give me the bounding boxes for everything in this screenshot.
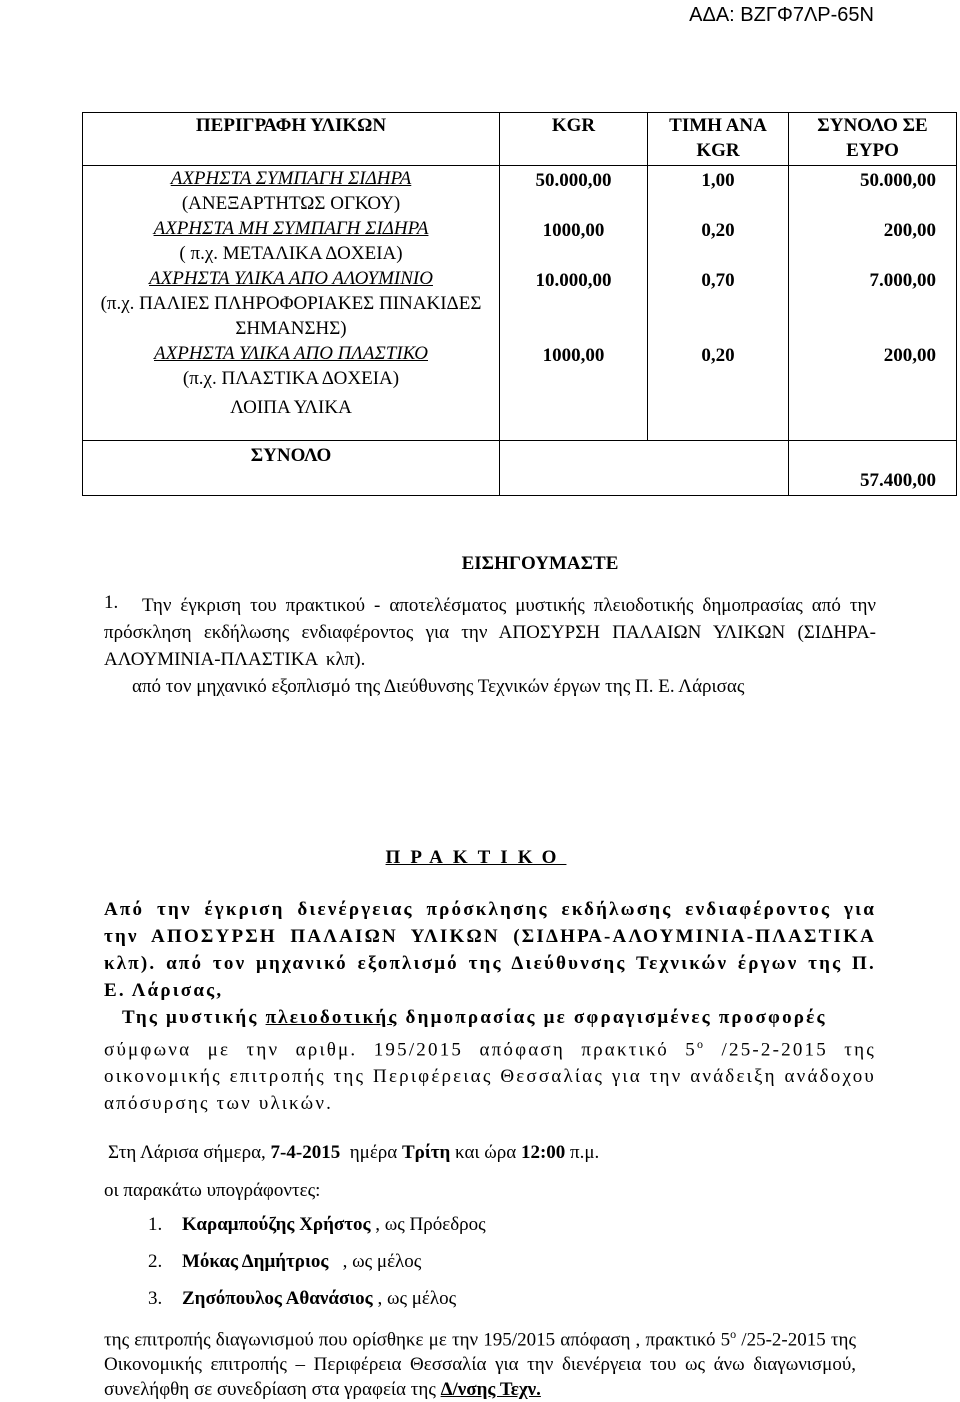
meeting-date-line: Στη Λάρισα σήμερα, 7-4-2015 ημέρα Τρίτη και ώρα 12:00 π.μ. bbox=[108, 1142, 600, 1163]
row-3-title: ΑΧΡΗΣΤΑ ΥΛΙΚΑ ΑΠΟ ΑΛΟΥΜΙΝΙΟ bbox=[149, 268, 433, 289]
row-2-title: ΑΧΡΗΣΤΑ ΜΗ ΣΥΜΠΑΓΗ ΣΙΔΗΡΑ bbox=[153, 218, 429, 239]
col-description-header: ΠΕΡΙΓΡΑΦΗ ΥΛΙΚΩΝ bbox=[195, 115, 387, 136]
row-4-note: (π.χ. ΠΛΑΣΤΙΚΑ ΔΟΧΕΙΑ) bbox=[182, 368, 400, 389]
materials-table bbox=[82, 112, 957, 496]
praktiko-title: ΠΡΑΚΤΙΚΟ bbox=[385, 847, 567, 868]
row-2-note: ( π.χ. ΜΕΤΑΛΙΚΑ ΔΟΧΕΙΑ) bbox=[179, 243, 403, 264]
row-1-note: (ΑΝΕΞΑΡΤΗΤΩΣ ΟΓΚΟΥ) bbox=[181, 193, 401, 214]
signer-1: 1. Καραμπούζης Χρήστος , ως Πρόεδρος bbox=[148, 1214, 486, 1235]
table-header-row bbox=[83, 113, 957, 166]
signers-intro: οι παρακάτω υπογράφοντες: bbox=[104, 1180, 321, 1201]
signer-3: 3. Ζησόπουλος Αθανάσιος , ως μέλος bbox=[148, 1288, 457, 1309]
col-price-header: ΤΙΜΗ ΑΝΑ KGR bbox=[669, 115, 767, 161]
recommend-heading: ΕΙΣΗΓΟΥΜΑΣΤΕ bbox=[461, 553, 619, 574]
row-4-title: ΑΧΡΗΣΤΑ ΥΛΙΚΑ ΑΠΟ ΠΛΑΣΤΙΚΟ bbox=[154, 343, 428, 364]
row-4-price: 0,20 bbox=[701, 345, 735, 366]
signer-2: 2. Μόκας Δημήτριος , ως μέλος bbox=[148, 1251, 422, 1272]
col-kgr-header: KGR bbox=[551, 115, 596, 136]
col-total-header: ΣΥΝΟΛΟ ΣΕ ΕΥΡΟ bbox=[817, 115, 928, 161]
row-3-total: 7.000,00 bbox=[869, 270, 936, 291]
praktiko-bold-text: Από την έγκριση διενέργειας πρόσκλησης εκδήλωσης ενδιαφέροντος για την ΑΠΟΣΥΡΣΗ ΠΑΛΑΙΩΝ ΥΛΙΚΩΝ (ΣΙΔΗΡΑ-ΑΛΟΥΜΙΝΙΑ-ΠΛΑΣΤΙΚΑ κλπ). από τον μηχανικό εξοπλισμό της Διεύθυνσης Τεχνικών έργων της Π. Ε. Λάρισας, bbox=[104, 899, 876, 1001]
praktiko-decision-text: σύμφωνα με την αριθμ. 195/2015 απόφαση πρακτικό $5^o$ /25-2-2015 της οικονομικής επιτροπής της Περιφέρειας Θεσσαλίας για την ανάδειξη ανάδοχου απόσυρσης των υλικών. bbox=[104, 1037, 876, 1115]
row-3-kgr: 10.000,00 bbox=[535, 270, 612, 291]
row-2-total: 200,00 bbox=[883, 220, 936, 241]
row-4-total: 200,00 bbox=[883, 345, 936, 366]
row-1-price: 1,00 bbox=[701, 170, 735, 191]
row-2-kgr: 1000,00 bbox=[542, 220, 605, 241]
row-1-total: 50.000,00 bbox=[860, 170, 936, 191]
praktiko-auction-line: Της μυστικής πλειοδοτικής δημοπρασίας με σφραγισμένες προσφορές bbox=[122, 1007, 827, 1028]
praktiko-body bbox=[104, 896, 876, 1117]
closing-paragraph: της επιτροπής διαγωνισμού που ορίσθηκε με την 195/2015 απόφαση , πρακτικό $5^o$ /25-2-2015 της Οικονομικής επιτροπής – Περιφέρεια Θεσσαλία για την διενέργεια του ως άνω διαγωνισμού, συνελήφθη σε συνεδρίαση στα γραφεία της Δ/νσης Τεχν. bbox=[104, 1327, 856, 1401]
table-body-row bbox=[83, 166, 957, 441]
recommend-text: Την έγκριση του πρακτικού - αποτελέσματος μυστικής πλειοδοτικής δημοπρασίας από την πρόσκληση εκδήλωσης ενδιαφέροντος για την ΑΠΟΣΥΡΣΗ ΠΑΛΑΙΩΝ ΥΛΙΚΩΝ (ΣΙΔΗΡΑ-ΑΛΟΥΜΙΝΙΑ-ΠΛΑΣΤΙΚΑ κλπ). bbox=[104, 595, 876, 670]
row-1-title: ΑΧΡΗΣΤΑ ΣΥΜΠΑΓΗ ΣΙΔΗΡΑ bbox=[170, 168, 412, 189]
sum-value: 57.400,00 bbox=[860, 470, 936, 491]
row-1-kgr: 50.000,00 bbox=[535, 170, 612, 191]
recommend-item-number: 1. bbox=[104, 592, 119, 613]
sum-label: ΣΥΝΟΛΟ bbox=[250, 445, 332, 466]
recommend-text-2: από τον μηχανικό εξοπλισμό της Διεύθυνσης Τεχνικών έργων της Π. Ε. Λάρισας bbox=[132, 676, 745, 697]
row-4-kgr: 1000,00 bbox=[542, 345, 605, 366]
ada-code: ΑΔΑ: ΒΖΓΦ7ΛΡ-65Ν bbox=[689, 4, 874, 26]
row-3-note: (π.χ. ΠΑΛΙΕΣ ΠΛΗΡΟΦΟΡΙΑΚΕΣ ΠΙΝΑΚΙΔΕΣ ΣΗΜΑΝΣΗΣ) bbox=[100, 293, 482, 339]
table-sum-row bbox=[83, 441, 957, 496]
other-materials-label: ΛΟΙΠΑ ΥΛΙΚΑ bbox=[230, 397, 352, 418]
recommend-section bbox=[104, 592, 876, 700]
row-3-price: 0,70 bbox=[701, 270, 735, 291]
row-2-price: 0,20 bbox=[701, 220, 735, 241]
